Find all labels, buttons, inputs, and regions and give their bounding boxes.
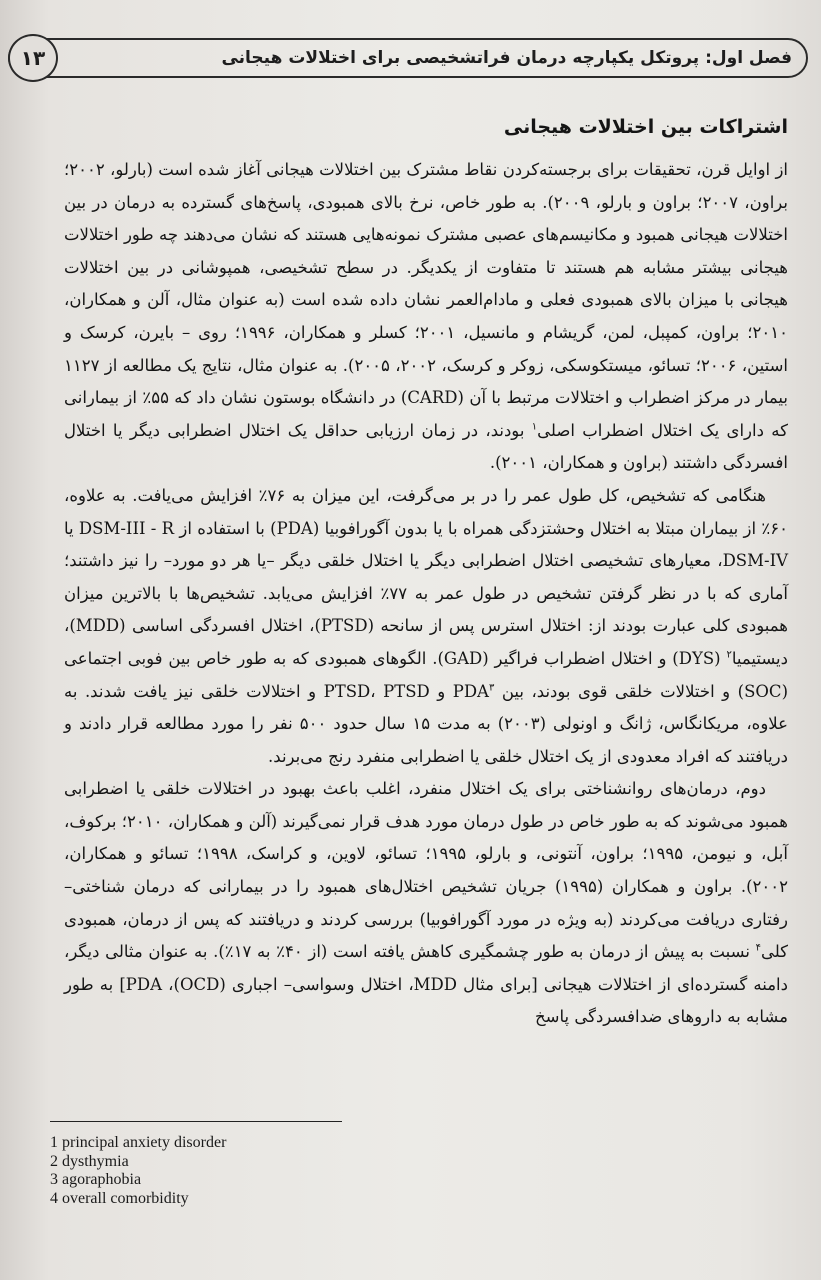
- paragraph-3: [64, 773, 788, 1034]
- running-header: [8, 38, 808, 78]
- paragraph-2: [64, 480, 788, 773]
- paragraph-text: هنگامی که تشخیص، کل طول عمر را در بر می‌گرفت، این میزان به ۷۶٪ افزایش می‌یافت. به علاوه، ۶۰٪ از بیماران مبتلا به اختلال وحشتزدگی همراه با یا بدون آگورافوبیا (PDA) با استفاده از DSM-III - R یا DSM-IV، معیارهای تشخیصی اختلال اضطرابی دیگر یا اختلال خلقی دیگر –یا هر دو مورد– را نیز داشتند؛ آماری که با در نظر گرفتن تشخیص در طول عمر به ۷۷٪ افزایش می‌یابد. تشخیص‌ها با بالاترین میزان همبودی کلی عبارت بودند از: اختلال استرس پس از سانحه (PTSD)، اختلال افسردگی اساسی (MDD)، دیستیمیا: [64, 485, 788, 668]
- paragraph-text: از اوایل قرن، تحقیقات برای برجسته‌کردن نقاط مشترک بین اختلالات هیجانی آغاز شده است (بارلو، ۲۰۰۲؛ براون، ۲۰۰۷؛ براون و بارلو، ۲۰۰۹). به طور خاص، نرخ بالای همبودی، پاسخ‌های گسترده به درمان در بین اختلالات هیجانی همبود و مکانیسم‌های عصبی مشترک نمونه‌هایی هستند که نشان می‌دهند چه طور اختلالات هیجانی بیشتر مشابه هم هستند تا متفاوت از یکدیگر. در سطح تشخیصی، همپوشانی در بین اختلالات هیجانی با میزان بالای همبودی فعلی و مادام‌العمر نشان داده شده است (به عنوان مثال، آلن و همکاران، ۲۰۱۰؛ براون، کمپبل، لمن، گریشام و مانسیل، ۲۰۰۱؛ کسلر و همکاران، ۱۹۹۶؛ روی – بایرن، کرسک و استین، ۲۰۰۶؛ تسائو، میستکوسکی، زوکر و کرسک، ۲۰۰۲، ۲۰۰۵). به عنوان مثال، نتایج یک مطالعه از ۱۱۲۷ بیمار در مرکز اضطراب و اختلالات مرتبط با آن (CARD) در دانشگاه بوستون نشان داد که ۵۵٪ از بیمارانی که دارای یک اختلال اضطراب اصلی: [64, 160, 789, 440]
- paragraph-1: [64, 154, 788, 480]
- footnote-item: 3 agoraphobia: [50, 1171, 142, 1188]
- footnote-marker: ۳: [488, 682, 495, 693]
- paragraph-text: بودند، در زمان ارزیابی حداقل یک اختلال اضطرابی دیگر یا اختلال افسردگی داشتند (براون و همکاران، ۲۰۰۱).: [64, 420, 788, 473]
- page-number: ۱۳: [8, 34, 58, 82]
- paragraph-text: نسبت به پیش از درمان به طور چشمگیری کاهش یافته است (از ۴۰٪ به ۱۷٪). به عنوان مثالی دیگر، دامنه گسترده‌ای از اختلالات هیجانی [برای مثال MDD، اختلال وسواسی– اجباری (OCD)، PDA] به طور مشابه به داروهای ضدافسردگی پاسخ: [64, 942, 788, 1027]
- footnote-item: 2 dysthymia: [50, 1152, 129, 1170]
- footnote-item: 1 principal anxiety disorder: [50, 1134, 227, 1151]
- footnote-divider: [50, 1121, 342, 1122]
- chapter-title: فصل اول: پروتکل یکپارچه درمان فراتشخیصی برای اختلالات هیجانی: [221, 48, 792, 68]
- footnote-marker: ۱: [531, 421, 538, 433]
- paragraph-text: و PTSD، PTSD و اختلالات خلقی نیز یافت شدند. به علاوه، مریکانگاس، ژانگ و اونولی (۲۰۰۳) به مدت ۱۵ سال حدود ۵۰۰ نفر را مورد مطالعه قرار دادند و دریافتند که افراد معدودی از یک اختلال خلقی یا اضطرابی منفرد رنج می‌برند.: [64, 681, 788, 766]
- footnote-marker: ۴: [755, 942, 761, 954]
- paragraph-text: دوم، درمان‌های روانشناختی برای یک اختلال منفرد، اغلب باعث بهبود در اختلالات خلقی یا اضطرابی همبود می‌شوند که به طور خاص در طول درمان مورد هدف قرار نمی‌گیرند (آلن و همکاران، ۲۰۱۰؛ برکوف، آبل، و نیومن، ۱۹۹۵؛ براون، آنتونی، و بارلو، ۱۹۹۵؛ تسائو، لاوین، و کراسک، ۱۹۹۸؛ تسائو و همکاران، ۲۰۰۲). براون و همکاران (۱۹۹۵) جریان تشخیص اختلال‌های همبود را در بیمارانی که درمان شناختی–رفتاری دریافت می‌کردند (به ویژه در مورد آگورافوبیا) بررسی کردند و دریافتند که پس از درمان، همبودی کلی: [64, 779, 789, 962]
- body-text: [64, 110, 788, 1034]
- section-heading: اشتراکات بین اختلالات هیجانی: [503, 116, 788, 138]
- footnote-marker: ۲: [726, 649, 732, 661]
- paragraph-text: (DYS) و اختلال اضطراب فراگیر (GAD). الگوهای همبودی که به طور خاص بین فوبی اجتماعی (SOC) و اختلالات خلقی قوی بودند، بین PDA: [64, 648, 788, 701]
- footnote-item: 4 overall comorbidity: [50, 1189, 189, 1207]
- footnotes: [50, 1134, 450, 1208]
